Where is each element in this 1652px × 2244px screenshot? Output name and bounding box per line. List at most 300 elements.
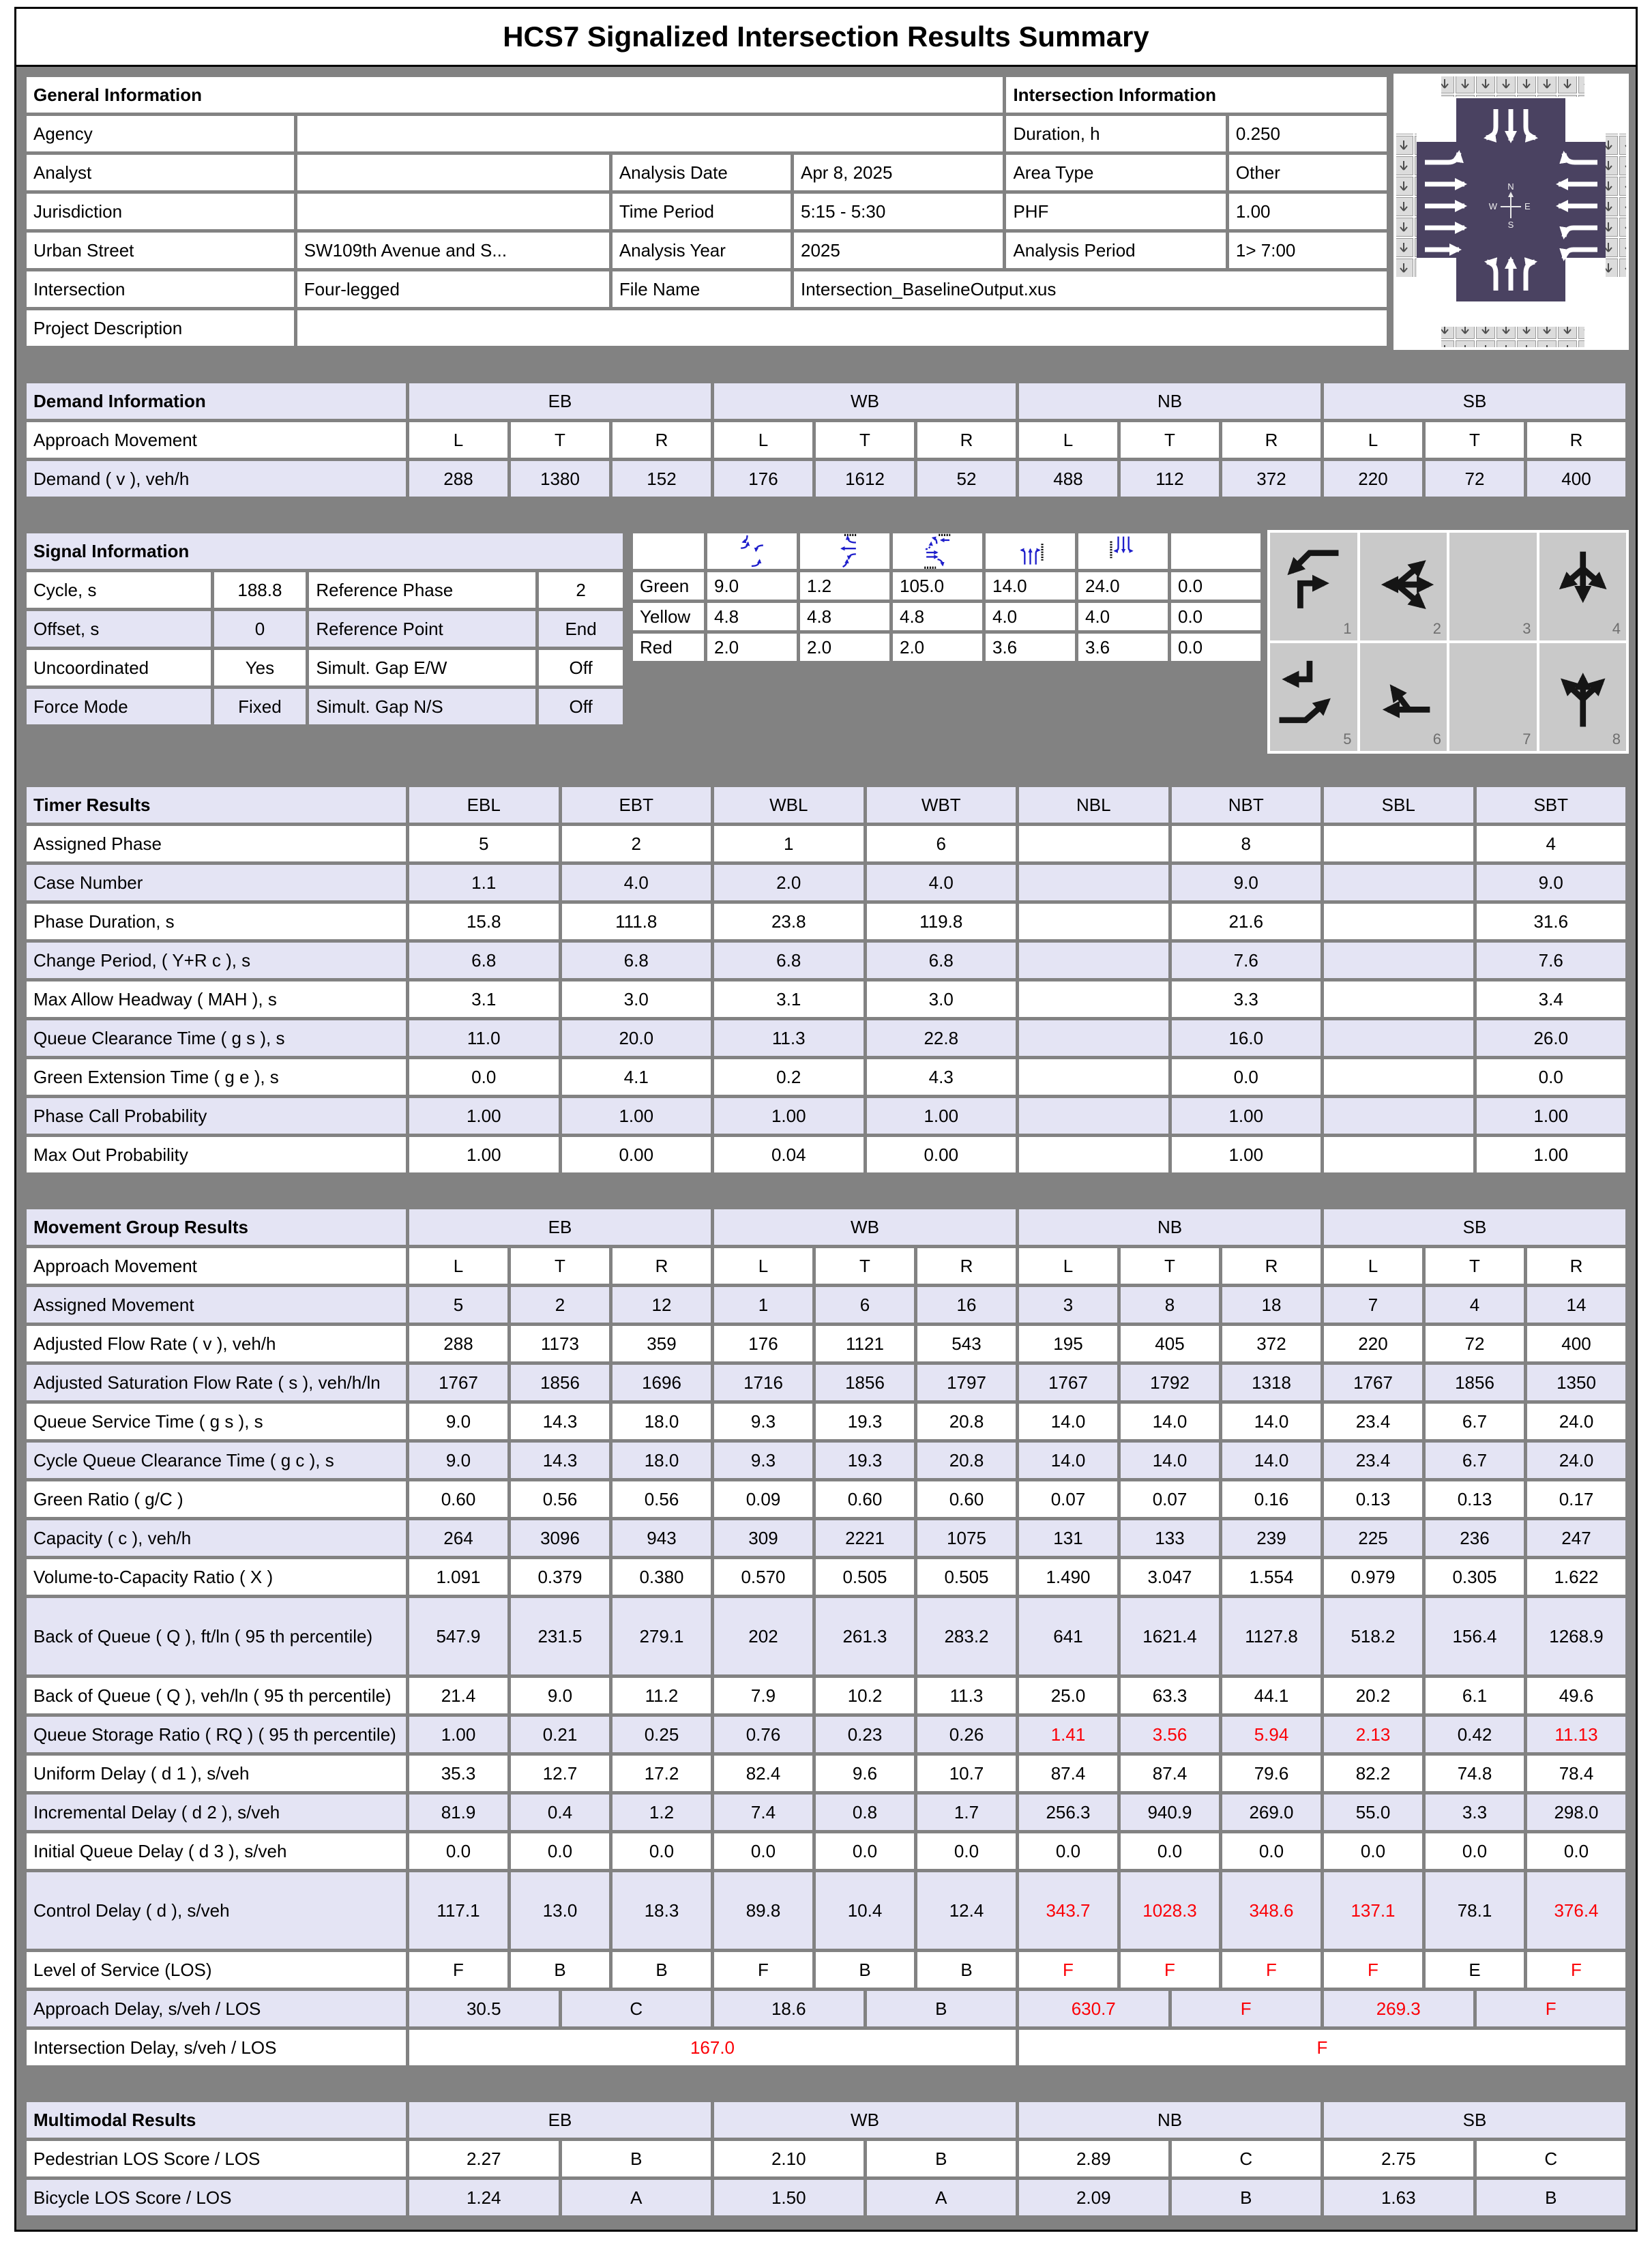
cell: WBT: [867, 787, 1016, 823]
cell: 0.21: [511, 1717, 609, 1752]
cell: SB: [1324, 1209, 1625, 1245]
cell: T: [816, 422, 914, 458]
cell: 1696: [613, 1365, 711, 1400]
cell: 9.0: [409, 1443, 507, 1478]
cell: [1019, 904, 1168, 939]
cell: 1127.8: [1222, 1598, 1321, 1674]
cell: R: [1527, 1248, 1625, 1284]
row-label: Approach Movement: [27, 1248, 406, 1284]
cell: 18.3: [613, 1872, 711, 1949]
timing-value: 0.0: [1171, 603, 1260, 630]
field-label: Agency: [27, 116, 294, 151]
cell: 26.0: [1477, 1020, 1626, 1056]
cell: L: [1324, 422, 1422, 458]
field-label: Area Type: [1006, 155, 1225, 190]
row-label: Max Allow Headway ( MAH ), s: [27, 981, 406, 1017]
cell: 78.4: [1527, 1756, 1625, 1791]
timing-value: 9.0: [707, 572, 797, 600]
row-label: Case Number: [27, 865, 406, 900]
intersection-diagram: [1393, 74, 1629, 350]
cell: 630.7: [1019, 1991, 1168, 2026]
cell: F: [1527, 1952, 1625, 1988]
cell: 0.305: [1426, 1559, 1524, 1595]
cell: 0.23: [816, 1717, 914, 1752]
cell: 220: [1324, 461, 1422, 497]
cell: 14.0: [1121, 1443, 1219, 1478]
timing-value: 24.0: [1078, 572, 1168, 600]
cell: 279.1: [613, 1598, 711, 1674]
cell: 1.41: [1019, 1717, 1117, 1752]
phase-diagram-7: [1449, 643, 1537, 751]
row-label: Uniform Delay ( d 1 ), s/veh: [27, 1756, 406, 1791]
cell: 0.13: [1324, 1481, 1422, 1517]
cell: 3.56: [1121, 1717, 1219, 1752]
cell: 1.50: [714, 2180, 864, 2215]
cell: 0.09: [714, 1481, 812, 1517]
cell: NBT: [1172, 787, 1321, 823]
cell: 1: [714, 826, 864, 861]
cell: [1324, 1137, 1473, 1172]
field-value: [297, 310, 1387, 346]
cell: 264: [409, 1520, 507, 1556]
cell: [1324, 904, 1473, 939]
timing-value: 3.6: [1078, 634, 1168, 661]
phase-diagram-5: [1270, 643, 1357, 751]
signal-information-section: [23, 530, 1629, 754]
cell: [1324, 1098, 1473, 1134]
field-value: 1.00: [1229, 194, 1387, 229]
cell: 24.0: [1527, 1404, 1625, 1439]
timing-value: 2.0: [707, 634, 797, 661]
cell: 0.0: [1324, 1833, 1422, 1869]
cell: T: [1426, 1248, 1524, 1284]
cell: 24.0: [1527, 1443, 1625, 1478]
cell: F: [1019, 1952, 1117, 1988]
field-label: Urban Street: [27, 233, 294, 268]
demand-section: [23, 380, 1629, 500]
cell: 0.0: [1527, 1833, 1625, 1869]
phase-diagram-4: [1539, 533, 1627, 640]
cell: 547.9: [409, 1598, 507, 1674]
cell: 1075: [917, 1520, 1016, 1556]
timing-row-label: Green: [633, 572, 704, 600]
row-label: Demand Information: [27, 383, 406, 419]
signal-movement-diagram-3: [893, 533, 982, 569]
cell: B: [917, 1952, 1016, 1988]
cell: 0.570: [714, 1559, 812, 1595]
phase-number: 8: [1612, 730, 1621, 748]
phase-diagram-8: [1539, 643, 1627, 751]
cell: 0.505: [816, 1559, 914, 1595]
phase-number: 6: [1432, 730, 1441, 748]
cell: B: [1172, 2180, 1321, 2215]
cell: R: [613, 422, 711, 458]
cell: 195: [1019, 1326, 1117, 1361]
cell: 1.7: [917, 1795, 1016, 1830]
cell: 13.0: [511, 1872, 609, 1949]
cell: WB: [714, 1209, 1016, 1245]
cell: L: [1324, 1248, 1422, 1284]
cell: [1019, 981, 1168, 1017]
cell: 298.0: [1527, 1795, 1625, 1830]
cell: 78.1: [1426, 1872, 1524, 1949]
phase-diagram-6: [1360, 643, 1447, 751]
cell: 16: [917, 1287, 1016, 1323]
timing-value: 2.0: [800, 634, 889, 661]
cell: 0.04: [714, 1137, 864, 1172]
cell: L: [714, 422, 812, 458]
field-value: End: [539, 611, 623, 647]
cell: 1856: [511, 1365, 609, 1400]
cell: R: [1527, 422, 1625, 458]
cell: 0.76: [714, 1717, 812, 1752]
field-value: Four-legged: [297, 271, 609, 307]
cell: 3096: [511, 1520, 609, 1556]
cell: 1.00: [409, 1717, 507, 1752]
cell: 11.2: [613, 1678, 711, 1713]
cell: 1856: [1426, 1365, 1524, 1400]
cell: 1.00: [562, 1098, 711, 1134]
field-value: SW109th Avenue and S...: [297, 233, 609, 268]
cell: 641: [1019, 1598, 1117, 1674]
field-value: 5:15 - 5:30: [794, 194, 1003, 229]
row-label: Change Period, ( Y+R c ), s: [27, 943, 406, 978]
cell: 137.1: [1324, 1872, 1422, 1949]
cell: 1.00: [714, 1098, 864, 1134]
cell: B: [511, 1952, 609, 1988]
timing-value: 4.0: [986, 603, 1075, 630]
cell: 1.1: [409, 865, 559, 900]
cell: 0.0: [1121, 1833, 1219, 1869]
field-value: [297, 194, 609, 229]
cell: 4.0: [562, 865, 711, 900]
cell: 133: [1121, 1520, 1219, 1556]
field-label: Project Description: [27, 310, 294, 346]
field-label: Uncoordinated: [27, 650, 211, 685]
signal-timing-table: [630, 530, 1264, 664]
field-label: Simult. Gap E/W: [309, 650, 535, 685]
cell: 6.1: [1426, 1678, 1524, 1713]
cell: 18.6: [714, 1991, 864, 2026]
timing-value: 4.8: [893, 603, 982, 630]
row-label: Bicycle LOS Score / LOS: [27, 2180, 406, 2215]
cell: 176: [714, 461, 812, 497]
cell: 5: [409, 1287, 507, 1323]
lane-config-tiles-west: [1396, 134, 1417, 277]
cell: 112: [1121, 461, 1219, 497]
cell: 10.4: [816, 1872, 914, 1949]
timing-value: 2.0: [893, 634, 982, 661]
cell: 1380: [511, 461, 609, 497]
cell: 1.622: [1527, 1559, 1625, 1595]
cell: [1324, 981, 1473, 1017]
cell: 2.10: [714, 2141, 864, 2176]
cell: 89.8: [714, 1872, 812, 1949]
cell: 231.5: [511, 1598, 609, 1674]
field-value: [297, 155, 609, 190]
general-information-section: [23, 74, 1629, 350]
timing-value: 4.0: [1078, 603, 1168, 630]
row-label: Max Out Probability: [27, 1137, 406, 1172]
cell: 14.0: [1222, 1404, 1321, 1439]
svg-text:N: N: [1507, 181, 1514, 192]
cell: 0.0: [1426, 1833, 1524, 1869]
cell: 63.3: [1121, 1678, 1219, 1713]
cell: T: [1426, 422, 1524, 458]
cell: 2.75: [1324, 2141, 1473, 2176]
cell: 288: [409, 1326, 507, 1361]
cell: 1612: [816, 461, 914, 497]
timing-value: 4.8: [800, 603, 889, 630]
row-label: Incremental Delay ( d 2 ), s/veh: [27, 1795, 406, 1830]
cell: 12: [613, 1287, 711, 1323]
cell: 1792: [1121, 1365, 1219, 1400]
cell: WB: [714, 2102, 1016, 2138]
cell: 1.00: [1172, 1137, 1321, 1172]
cell: 14.0: [1121, 1404, 1219, 1439]
cell: T: [1121, 422, 1219, 458]
cell: 14: [1527, 1287, 1625, 1323]
cell: 18: [1222, 1287, 1321, 1323]
cell: 4.1: [562, 1059, 711, 1095]
cell: 3.4: [1477, 981, 1626, 1017]
cell: 6.8: [714, 943, 864, 978]
row-label: Phase Duration, s: [27, 904, 406, 939]
cell: 239: [1222, 1520, 1321, 1556]
cell: 376.4: [1527, 1872, 1625, 1949]
cell: T: [1121, 1248, 1219, 1284]
cell: 940.9: [1121, 1795, 1219, 1830]
cell: 0.2: [714, 1059, 864, 1095]
cell: 2221: [816, 1520, 914, 1556]
cell: SB: [1324, 2102, 1625, 2138]
row-label: Adjusted Saturation Flow Rate ( s ), veh/h/ln: [27, 1365, 406, 1400]
cell: 1856: [816, 1365, 914, 1400]
cell: 220: [1324, 1326, 1422, 1361]
cell: 1173: [511, 1326, 609, 1361]
cell: 1318: [1222, 1365, 1321, 1400]
cell: 7.6: [1477, 943, 1626, 978]
svg-text:S: S: [1507, 220, 1514, 230]
cell: 4.0: [867, 865, 1016, 900]
cell: 0.0: [511, 1833, 609, 1869]
multimodal-results-section: [23, 2099, 1629, 2219]
timer-results-table: [23, 784, 1629, 1176]
row-label: Assigned Movement: [27, 1287, 406, 1323]
cell: 0.0: [714, 1833, 812, 1869]
cell: 30.5: [409, 1991, 559, 2026]
cell: 3.1: [409, 981, 559, 1017]
cell: 6.8: [409, 943, 559, 978]
cell: 21.6: [1172, 904, 1321, 939]
row-label: Green Ratio ( g/C ): [27, 1481, 406, 1517]
cell: 0.60: [816, 1481, 914, 1517]
cell: 372: [1222, 1326, 1321, 1361]
cell: F: [1019, 2030, 1625, 2065]
cell: 7.6: [1172, 943, 1321, 978]
cell: 1268.9: [1527, 1598, 1625, 1674]
cell: 6.8: [867, 943, 1016, 978]
field-value: 2: [539, 572, 623, 608]
lane-config-tiles-east: [1606, 134, 1626, 277]
cell: [1324, 943, 1473, 978]
cell: 6.7: [1426, 1443, 1524, 1478]
phase-number: 7: [1522, 730, 1531, 748]
cell: 0.56: [613, 1481, 711, 1517]
cell: 1621.4: [1121, 1598, 1219, 1674]
cell: 15.8: [409, 904, 559, 939]
timing-value: 14.0: [986, 572, 1075, 600]
cell: 0.07: [1121, 1481, 1219, 1517]
cell: 72: [1426, 461, 1524, 497]
cell: EBT: [562, 787, 711, 823]
cell: 1028.3: [1121, 1872, 1219, 1949]
cell: 1.00: [867, 1098, 1016, 1134]
cell: 9.3: [714, 1404, 812, 1439]
cell: A: [867, 2180, 1016, 2215]
cell: 225: [1324, 1520, 1422, 1556]
field-value: Yes: [214, 650, 306, 685]
field-label: Force Mode: [27, 689, 211, 724]
cell: 14.3: [511, 1404, 609, 1439]
cell: 0.56: [511, 1481, 609, 1517]
cell: 0.0: [1222, 1833, 1321, 1869]
cell: 0.17: [1527, 1481, 1625, 1517]
row-label: Control Delay ( d ), s/veh: [27, 1872, 406, 1949]
cell: 79.6: [1222, 1756, 1321, 1791]
cell: 14.0: [1019, 1404, 1117, 1439]
field-label: Analysis Year: [613, 233, 791, 268]
cell: 0.0: [917, 1833, 1016, 1869]
cell: 11.3: [714, 1020, 864, 1056]
cell: EB: [409, 1209, 711, 1245]
cell: 0.0: [1172, 1059, 1321, 1095]
field-label: Duration, h: [1006, 116, 1225, 151]
field-label: Reference Point: [309, 611, 535, 647]
row-label: Capacity ( c ), veh/h: [27, 1520, 406, 1556]
cell: B: [613, 1952, 711, 1988]
cell: [1019, 1098, 1168, 1134]
cell: 0.8: [816, 1795, 914, 1830]
cell: 0.00: [867, 1137, 1016, 1172]
movement-group-results-table: [23, 1206, 1629, 2069]
cell: R: [917, 1248, 1016, 1284]
cell: 3.0: [867, 981, 1016, 1017]
cell: 52: [917, 461, 1016, 497]
cell: 0.0: [613, 1833, 711, 1869]
cell: 7.9: [714, 1678, 812, 1713]
cell: 543: [917, 1326, 1016, 1361]
spacer-cell: [633, 533, 704, 569]
field-label: File Name: [613, 271, 791, 307]
field-value: 0.250: [1229, 116, 1387, 151]
cell: EB: [409, 383, 711, 419]
cell: F: [1172, 1991, 1321, 2026]
cell: 74.8: [1426, 1756, 1524, 1791]
cell: 0.380: [613, 1559, 711, 1595]
cell: 6: [816, 1287, 914, 1323]
timing-value: 1.2: [800, 572, 889, 600]
cell: 22.8: [867, 1020, 1016, 1056]
cell: F: [1324, 1952, 1422, 1988]
cell: 117.1: [409, 1872, 507, 1949]
row-label: Timer Results: [27, 787, 406, 823]
cell: 7.4: [714, 1795, 812, 1830]
cell: 372: [1222, 461, 1321, 497]
timing-value: 0.0: [1171, 572, 1260, 600]
cell: B: [867, 1991, 1016, 2026]
cell: 18.0: [613, 1443, 711, 1478]
cell: 9.0: [511, 1678, 609, 1713]
cell: 6.8: [562, 943, 711, 978]
cell: 0.979: [1324, 1559, 1422, 1595]
cell: 1767: [1324, 1365, 1422, 1400]
cell: 236: [1426, 1520, 1524, 1556]
cell: 18.0: [613, 1404, 711, 1439]
cell: 12.4: [917, 1872, 1016, 1949]
cell: 1.091: [409, 1559, 507, 1595]
cell: 10.2: [816, 1678, 914, 1713]
cell: 167.0: [409, 2030, 1016, 2065]
cell: T: [816, 1248, 914, 1284]
cell: 82.4: [714, 1756, 812, 1791]
cell: 247: [1527, 1520, 1625, 1556]
signal-movement-diagram-1: [707, 533, 797, 569]
cell: F: [714, 1952, 812, 1988]
cell: 14.0: [1222, 1443, 1321, 1478]
cell: 0.0: [409, 1059, 559, 1095]
cell: 25.0: [1019, 1678, 1117, 1713]
cell: 0.0: [816, 1833, 914, 1869]
cell: B: [867, 2141, 1016, 2176]
cell: 2.27: [409, 2141, 559, 2176]
cell: NB: [1019, 383, 1321, 419]
cell: 119.8: [867, 904, 1016, 939]
lane-config-tiles-south: [1441, 327, 1584, 347]
cell: 348.6: [1222, 1872, 1321, 1949]
cell: 1.00: [1477, 1137, 1626, 1172]
phase-number: 5: [1343, 730, 1352, 748]
row-label: Demand ( v ), veh/h: [27, 461, 406, 497]
timing-value: 3.6: [986, 634, 1075, 661]
field-label: Analysis Date: [613, 155, 791, 190]
cell: 11.13: [1527, 1717, 1625, 1752]
cell: 2.0: [714, 865, 864, 900]
cell: 23.8: [714, 904, 864, 939]
signal-movement-diagram-4: [986, 533, 1075, 569]
timing-value: 4.8: [707, 603, 797, 630]
cell: 11.0: [409, 1020, 559, 1056]
field-label: Reference Phase: [309, 572, 535, 608]
cell: 0.07: [1019, 1481, 1117, 1517]
section-header: General Information: [27, 77, 1003, 113]
row-label: Approach Delay, s/veh / LOS: [27, 1991, 406, 2026]
phase-diagram-3: [1449, 533, 1537, 640]
cell: 111.8: [562, 904, 711, 939]
cell: 3: [1019, 1287, 1117, 1323]
field-value: Off: [539, 650, 623, 685]
cell: F: [1121, 1952, 1219, 1988]
field-value: Apr 8, 2025: [794, 155, 1003, 190]
cell: T: [511, 422, 609, 458]
cell: 400: [1527, 461, 1625, 497]
cell: 943: [613, 1520, 711, 1556]
cell: 55.0: [1324, 1795, 1422, 1830]
intersection-diagram-svg: [1393, 74, 1629, 350]
cell: 7: [1324, 1287, 1422, 1323]
cell: 1716: [714, 1365, 812, 1400]
row-label: Level of Service (LOS): [27, 1952, 406, 1988]
